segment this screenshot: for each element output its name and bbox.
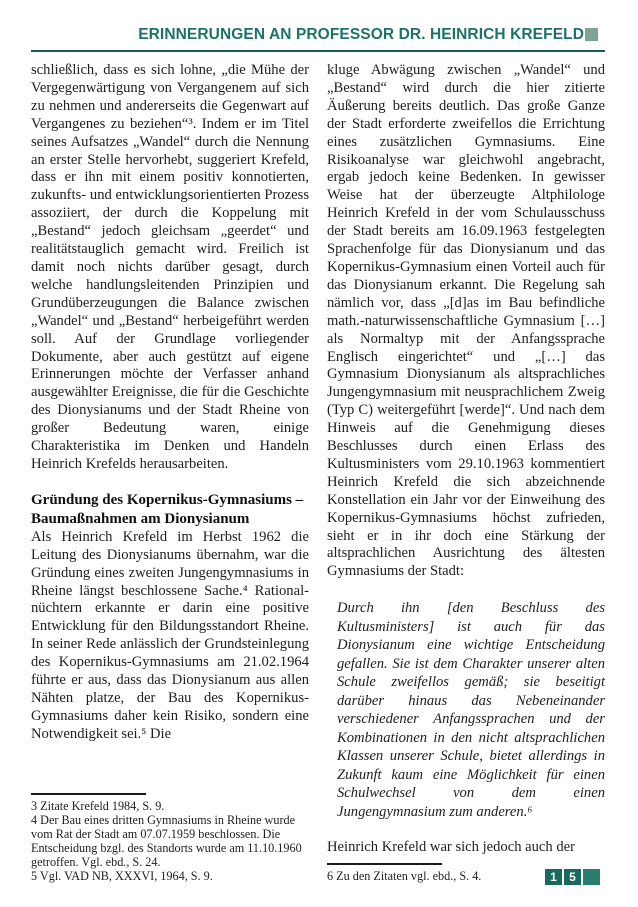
page-number-footer — [545, 869, 600, 885]
page-number-accent-box — [583, 869, 600, 885]
two-column-text-area — [31, 62, 605, 884]
right-paragraph-2: Heinrich Krefeld war sich jedoch auch der — [327, 839, 575, 856]
footnote-separator-rule — [31, 793, 146, 795]
footnote-5: 5 Vgl. VAD NB, XXXVI, 1964, S. 9. — [31, 869, 213, 884]
left-paragraph-1: schließlich, dass es sich lohne, „die Mühe der Vergegenwärtigung von Vergangenem auf sich zu nehmen und andererseits die Gegenwart auf Vergangenes zu beziehen“³. Indem er im Titel seines Aufsatzes „Wandel“ durch die Nennung an erster Stelle hervorhebt, suggeriert Krefeld, dass er ihn mit einem positiv konnotierten, zukunfts- und entwicklungsorientierten Prozess assoziiert, der durch die Koppelung mit „Bestand“ jedoch gleichsam „geerdet“ und realitätstauglich gemacht wird. Freilich ist damit noch nichts darüber gesagt, durch welche handlungsleitenden Prinzipien und Grundüberzeugungen die Balance zwischen „Wandel“ und „Bestand“ herbeigeführt werden soll. Auf der Grundlage vorliegender Dokumente, aber auch gestützt auf eigene Erinnerungen möchte der Verfasser anhand ausgewählter Ereignisse, die für die Geschichte des Dionysianums und der Stadt Rheine von großer Bedeutung waren, einige Charakteristika im Denken und Handeln Heinrich Krefelds herausarbeiten. — [31, 62, 309, 472]
right-column — [327, 62, 605, 883]
left-column — [31, 62, 309, 883]
page-number-digit-2: 5 — [564, 869, 581, 885]
header-rule — [31, 50, 605, 52]
page-number-digit-1: 1 — [545, 869, 562, 885]
left-footnotes — [31, 787, 309, 883]
block-quote: Durch ihn [den Beschluss des Kultusministers] ist auch für das Dionysianum eine wichtige Entscheidung gefallen. Sie ist dem Charakter unserer alten Schule zweifellos gemäß; sie beseitigt darüber hinaus das Nebeneinander verschiedener Anfangssprachen und der Kombinationen in den nicht altsprachlichen Klassen unserer Schule, bietet allerdings in Zukunft kaum eine Möglichkeit für einen Schulwechsel von dem einen Jungengymnasium zum anderen.⁶ — [337, 600, 605, 820]
page-header — [31, 27, 605, 52]
running-header-title: ERINNERUNGEN AN PROFESSOR DR. HEINRICH KREFELD — [138, 26, 584, 43]
left-paragraph-2: Als Heinrich Krefeld im Herbst 1962 die Leitung des Dionysianums übernahm, war die Gründung eines zweiten Jungengymnasiums in Rheine längst beschlossene Sache.⁴ Rational-nüchtern erkannte er darin eine positive Entwicklung für den Bildungsstandort Rheine. In seiner Rede anlässlich der Grundsteinlegung des Kopernikus-Gymnasiums am 21.02.1964 führte er aus, dass das Dionysianum aus allen Nähten platze, der Bau des Kopernikus-Gymnasiums daher kein Risiko, sondern eine Notwendigkeit sei.⁵ Die — [31, 528, 309, 742]
footnote-separator-rule — [327, 863, 442, 865]
header-accent-square-icon — [585, 28, 598, 41]
section-heading: Gründung des Kopernikus-Gymnasiums – Baumaßnahmen am Dionysianum — [31, 491, 304, 527]
right-paragraph-1: kluge Abwägung zwischen „Wandel“ und „Bestand“ wird durch die hier zitierte Äußerung bereits deutlich. Das große Ganze der Stadt erforderte zweifellos die Errichtung eines zusätzlichen Gymnasiums. Eine Risikoanalyse war gleichwohl angebracht, ergab jedoch keine Bedenken. In gewisser Weise hat der überzeugte Altphilologe Heinrich Krefeld in der vom Schulausschuss der Stadt bereits am 16.09.1963 festgelegten Sprachenfolge für das Dionysianum und das Kopernikus-Gymnasium einen Vorteil auch für das Dionysianum erkannt. Die Regelung sah nämlich vor, dass „[d]as im Bau befindliche math.-naturwissenschaftliche Gymnasium […] als Normaltyp mit der Anfangssprache Englisch eingerichtet“ und „[…] das Gymnasium Dionysianum als altsprachliches Jungengymnasium mit neusprachlichem Zweig (Typ C) weitergeführt [werde]“. Und nach dem Hinweis auf die Genehmigung dieses Beschlusses durch einen Erlass des Kultusministers vom 29.10.1963 kommentiert Heinrich Krefeld die sich abzeichnende Konstellation ein Jahr vor der Einweihung des Kopernikus-Gymnasiums höchst zufrieden, sieht er in ihr doch eine Stärkung der altsprachlichen Ausrichtung des ältesten Gymnasiums der Stadt: — [327, 62, 605, 580]
footnote-3: 3 Zitate Krefeld 1984, S. 9. — [31, 799, 165, 814]
footnote-6: 6 Zu den Zitaten vgl. ebd., S. 4. — [327, 869, 482, 884]
footnote-4: 4 Der Bau eines dritten Gymnasiums in Rheine wurde vom Rat der Stadt am 07.07.1959 beschlossen. Die Entscheidung bzgl. des Standorts wurde am 11.10.1960 getroffen. Vgl. ebd., S. 24. — [31, 813, 302, 870]
